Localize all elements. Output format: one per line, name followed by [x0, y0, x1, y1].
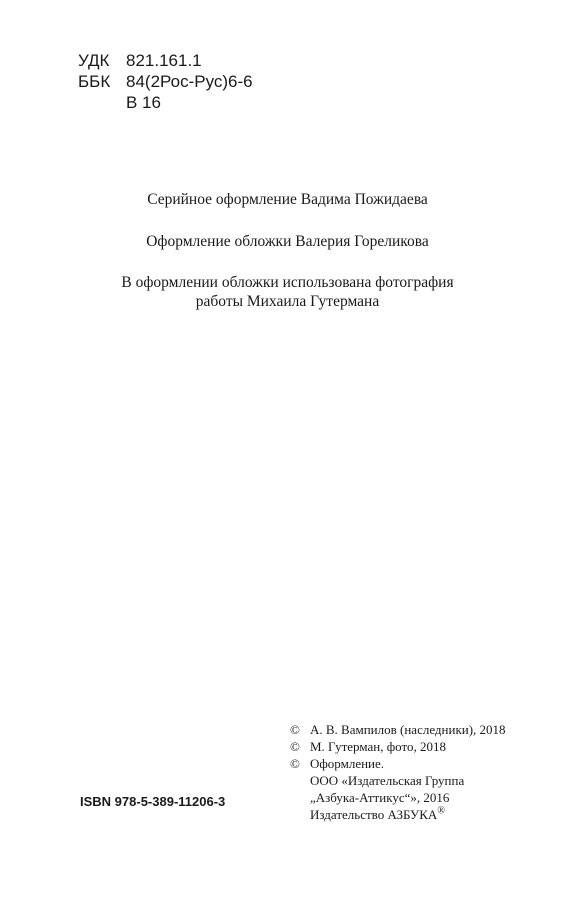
copyright-symbol: ©	[290, 739, 300, 754]
copyright-symbol: ©	[290, 756, 300, 771]
series-design-credit	[0, 190, 575, 209]
copyright-line-photo	[290, 738, 506, 755]
copyright-symbol: ©	[290, 722, 300, 737]
photo-credit-line2: работы Михаила Гутермана	[195, 293, 380, 310]
photo-credit-line1: В оформлении обложки использована фотография	[121, 274, 454, 291]
copyright-author-text: А. В. Вампилов (наследники), 2018	[310, 722, 506, 737]
cover-design-credit	[0, 232, 575, 251]
copyright-photo-text: М. Гутерман, фото, 2018	[310, 739, 446, 754]
copyright-block	[290, 721, 506, 823]
bbk-row	[78, 71, 253, 92]
bbk-label: ББК	[78, 72, 111, 91]
publisher-name: Издательство АЗБУКА	[310, 807, 438, 822]
bbk-value: 84(2Рос-Рус)6-6	[126, 72, 253, 91]
copyright-publisher-azbuka	[290, 806, 506, 823]
copyright-publisher-azbuka-atticus: „Азбука-Аттикус“», 2016	[310, 790, 450, 805]
udk-value: 821.161.1	[126, 51, 202, 70]
isbn: ISBN 978-5-389-11206-3	[80, 794, 226, 809]
cover-design-text: Оформление обложки Валерия Гореликова	[146, 233, 429, 250]
copyright-design-text: Оформление.	[310, 756, 385, 771]
copyright-line-design	[290, 755, 506, 772]
photo-credit	[0, 273, 575, 311]
udk-label: УДК	[78, 51, 110, 70]
copyright-publisher-group: ООО «Издательская Группа	[310, 773, 465, 788]
copyright-line-author	[290, 721, 506, 738]
series-design-text: Серийное оформление Вадима Пожидаева	[147, 191, 428, 208]
classification-block	[78, 50, 253, 113]
author-mark: В 16	[126, 93, 161, 112]
registered-trademark-symbol: ®	[437, 805, 445, 817]
udk-row	[78, 50, 253, 71]
author-mark-row	[78, 92, 253, 113]
